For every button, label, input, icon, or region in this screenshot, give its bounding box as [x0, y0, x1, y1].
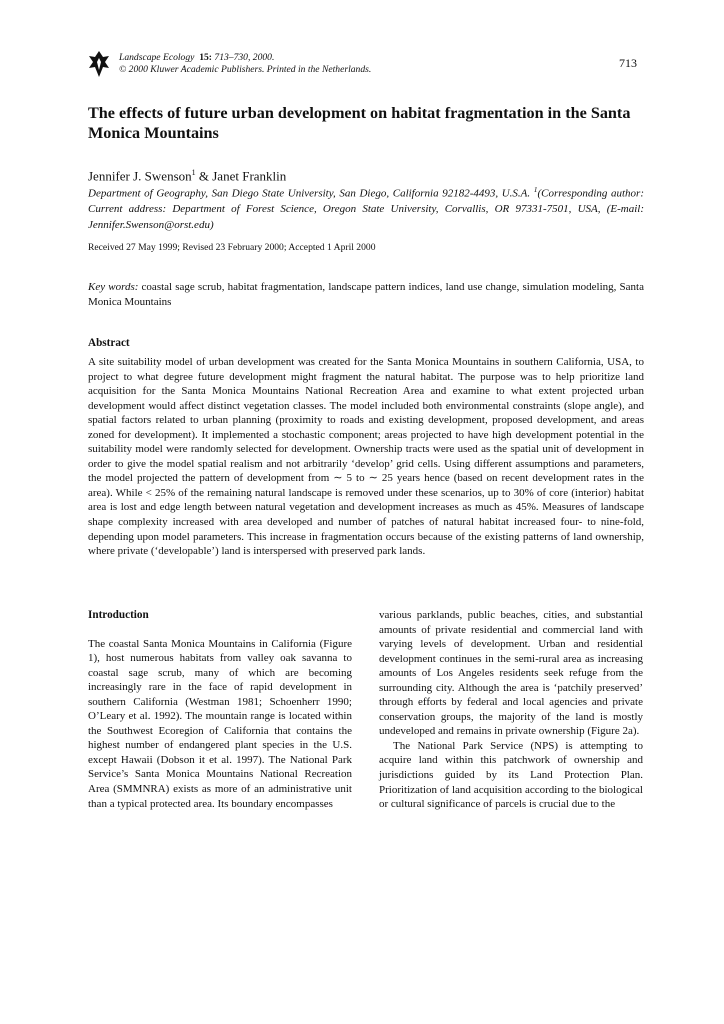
page-number: 713	[619, 56, 637, 70]
abstract-heading: Abstract	[88, 337, 130, 349]
affiliation	[88, 182, 644, 234]
affiliation-corresponding: (Corresponding author: Current address: Department of Forest Science, Oregon State University, Corvallis, OR 97331-7501, USA, (E-mail: Jennifer.Swenson@orst.edu)	[88, 187, 644, 232]
publisher-logo-icon	[88, 50, 110, 78]
affiliation-main: Department of Geography, San Diego State University, San Diego, California 92182-4493, U.S.A.	[88, 187, 534, 200]
intro-paragraph-2: various parklands, public beaches, cities, and substantial amounts of private residential and commercial land with varying levels of development. Urban and residential development continues in the semi-rural area as increasing amounts of Los Angeles residents seek refuge from the surrounding city. Although the area is ‘patchily preserved’ through efforts by federal and local agencies and private conservation groups, the majority of the land is mostly undeveloped and remains in private ownership (Figure 2a).	[379, 609, 643, 738]
author-1: Jennifer J. Swenson	[88, 168, 192, 184]
journal-volume: 15:	[199, 52, 212, 63]
intro-paragraph-1: The coastal Santa Monica Mountains in California (Figure 1), host numerous habitats from valley oak savanna to coastal sage scrub, many of which are becoming increasingly rare in the face of rapid development in southern California (Westman 1981; Schoenherr 1990; O’Leary et al. 1992). The mountain range is located within the Southwest Ecoregion of California that contains the highest number of endangered plant species in the U.S. except Hawaii (Dobson it et al. 1997). The National Park Service’s Santa Monica Mountains National Recreation Area (SMMNRA) exists as more of an administrative unit than a typical protected area. Its boundary encompasses	[88, 637, 352, 810]
abstract-text: A site suitability model of urban development was created for the Santa Monica Mountains in southern California, USA, to project to what degree future development might fragment the natural habitat. The purpose was to help prioritize land acquisition for the Santa Monica Mountains National Recreation Area and examine to what extent projected urban development would affect distinct vegetation classes. The model included both environmental constraints (slope angle), and spatial factors related to urban planning (proximity to roads and existing development, proposed development, and areas zoned for development). It implemented a stochastic component; areas projected to have high development potential in the suitability model were randomly selected for development. Ownership tracts were used as the spatial unit of development in order to give the model spatial realism and not arbitrarily ‘develop’ grid cells. Using different assumptions and parameters, the model projected the pattern of development from ∼ 5 to ∼ 25 years hence (based on recent development rates in the area). While < 25% of the remaining natural landscape is removed under these scenarios, up to 30% of core (interior) habitat area is lost and edge length between natural vegetation and development increases as much as 45%. Measures of landscape shape complexity increased with area developed and number of patches of natural habitat increased four- to nine-fold, depending upon model parameters. This increase in fragmentation occurs because of the existing patterns of land ownership, where private (‘developable’) land is interspersed with preserved park lands.	[88, 356, 644, 558]
journal-pages-year: 713–730, 2000.	[212, 52, 275, 63]
author-2: & Janet Franklin	[195, 168, 287, 184]
received-dates: Received 27 May 1999; Revised 23 February 2000; Accepted 1 April 2000	[88, 242, 376, 253]
article-title: The effects of future urban development on habitat fragmentation in the Santa Monica Mountains	[88, 104, 631, 142]
left-column	[88, 608, 352, 811]
author-1-superscript: 1	[191, 168, 196, 177]
intro-paragraph-3: The National Park Service (NPS) is attempting to acquire land within this patchwork of ownership and jurisdictions guided by its Land Protection Plan. Prioritization of land acquisition according to the biological or cultural significance of parcels is crucial due to the	[379, 739, 643, 811]
introduction-heading: Introduction	[88, 609, 149, 621]
keywords	[88, 280, 644, 310]
copyright-line: © 2000 Kluwer Academic Publishers. Printed in the Netherlands.	[119, 64, 372, 75]
journal-name: Landscape Ecology	[119, 52, 195, 63]
affiliation-superscript: 1	[533, 185, 538, 194]
keywords-label: Key words:	[88, 281, 139, 293]
journal-citation	[119, 52, 371, 76]
right-column	[379, 608, 643, 812]
keywords-list: coastal sage scrub, habitat fragmentation, landscape pattern indices, land use change, simulation modeling, Santa Monica Mountains	[88, 281, 644, 308]
